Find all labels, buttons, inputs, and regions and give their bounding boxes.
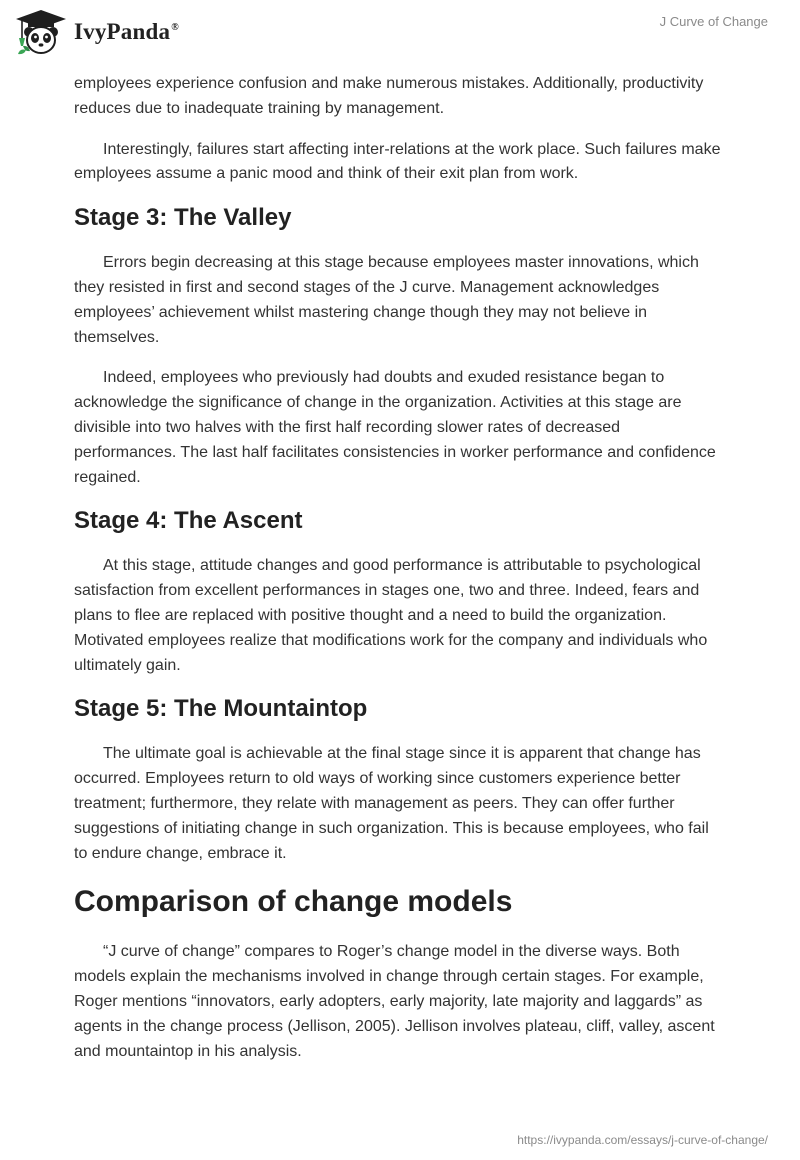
paragraph: The ultimate goal is achievable at the final stage since it is apparent that change has occurred. Employees return to old ways of working since customers experience better treatment; furthermore, they relate with management as peers. They can offer further suggestions of initiating change in such organization. This is because employees, who fail to endure change, embrace it. xyxy=(74,745,709,862)
paragraph: employees experience confusion and make numerous mistakes. Additionally, productivity reduces due to inadequate training by management. xyxy=(74,75,704,117)
ivypanda-logo[interactable] xyxy=(14,8,179,56)
source-url[interactable]: https://ivypanda.com/essays/j-curve-of-change/ xyxy=(517,1133,768,1147)
document-title: J Curve of Change xyxy=(659,14,768,29)
panda-graduate-icon xyxy=(14,8,68,56)
section-heading-comparison: Comparison of change models xyxy=(74,885,513,919)
paragraph: Errors begin decreasing at this stage because employees master innovations, which they resisted in first and second stages of the J curve. Management acknowledges employees’ achievement whilst mastering change though they may not believe in themselves. xyxy=(74,254,699,346)
paragraph: Indeed, employees who previously had doubts and exuded resistance began to acknowledge the significance of change in the organization. Activities at this stage are divisible into two halves with the first half recording slower rates of decreased performances. The last half facilitates consistencies in worker performance and confidence regained. xyxy=(74,369,716,486)
page-header xyxy=(0,0,800,70)
section-heading-stage-3: Stage 3: The Valley xyxy=(74,204,292,232)
paragraph: Interestingly, failures start affecting inter-relations at the work place. Such failures make employees assume a panic mood and think of their exit plan from work. xyxy=(74,140,721,183)
brand-name: IvyPanda® xyxy=(74,19,179,44)
paragraph: “J curve of change” compares to Roger’s change model in the diverse ways. Both models explain the mechanisms involved in change through certain stages. For example, Roger mentions “innovators, early adopters, early majority, late majority and laggards” as agents in the change process (Jellison, 2005). Jellison involves plateau, cliff, valley, ascent and mountaintop in his analysis. xyxy=(74,943,715,1060)
paragraph: At this stage, attitude changes and good performance is attributable to psychological satisfaction from excellent performances in stages one, two and three. Indeed, fears and plans to flee are replaced with positive thought and a need to build the organization. Motivated employees realize that modifications work for the company and individuals who ultimately gain. xyxy=(74,557,708,674)
section-heading-stage-4: Stage 4: The Ascent xyxy=(74,507,303,535)
essay-body xyxy=(74,72,724,1080)
section-heading-stage-5: Stage 5: The Mountaintop xyxy=(74,695,368,723)
